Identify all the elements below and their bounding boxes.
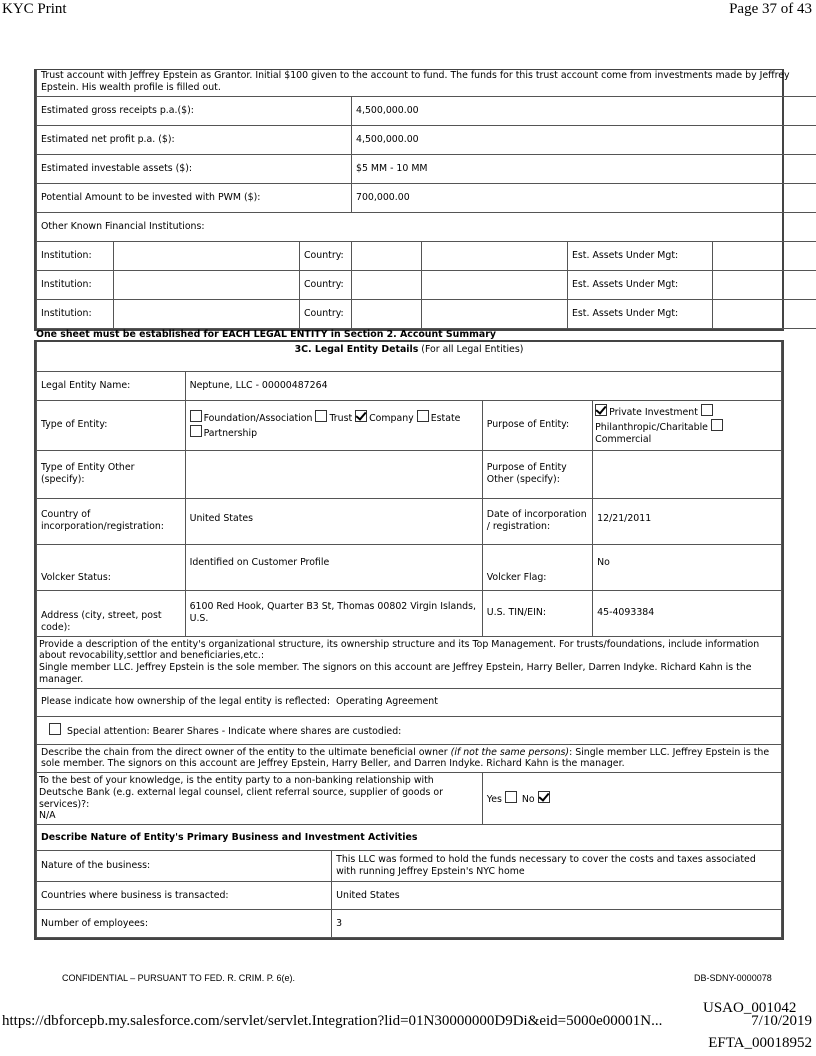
- chain-prompt: Describe the chain from the direct owner of the entity to the ultimate beneficial owner: [41, 746, 448, 758]
- section-subtitle: (For all Legal Entities): [421, 344, 524, 355]
- employees-value: 3: [332, 910, 782, 938]
- yes-label: Yes: [486, 794, 502, 806]
- nonbank-answer: N/A: [39, 810, 56, 822]
- pwm-amount-label: Potential Amount to be invested with PWM ($):: [37, 183, 352, 212]
- no-label: No: [521, 794, 535, 806]
- institution-row: [37, 299, 816, 328]
- investable-assets-label: Estimated investable assets ($):: [37, 154, 352, 183]
- chain-row: Describe the chain from the direct owner of the entity to the ultimate beneficial owner (if not the same persons): Single member LLC. Jeffrey Epstein is the sole member. The signors on this account are Jeffrey Epstein, Harry Beller, and Darren Indyke. Richard Kahn is the manager.: [37, 744, 782, 773]
- assets-label: Est. Assets Under Mgt:: [568, 299, 713, 328]
- address-label: Address (city, street, post code):: [37, 590, 186, 636]
- ownership-prompt: Please indicate how ownership of the legal entity is reflected:: [41, 696, 330, 708]
- option-label: Foundation/Association: [203, 413, 313, 425]
- nonbank-row: [37, 773, 483, 825]
- institution-label: Institution:: [37, 241, 114, 270]
- bearer-shares-label: Special attention: Bearer Shares - Indicate where shares are custodied:: [67, 725, 402, 737]
- checkbox[interactable]: [701, 404, 713, 416]
- option-label: Company: [369, 413, 414, 425]
- volcker-flag-value: No: [593, 544, 782, 590]
- ownership-row: [37, 688, 782, 716]
- assets-label: Est. Assets Under Mgt:: [568, 270, 713, 299]
- pwm-amount-value: 700,000.00: [352, 183, 816, 212]
- checkbox[interactable]: [190, 410, 202, 422]
- entity-name-label: Legal Entity Name:: [37, 371, 186, 400]
- investable-assets-value: $5 MM - 10 MM: [352, 154, 816, 183]
- checkbox[interactable]: [711, 419, 723, 431]
- purpose-other-label: Purpose of Entity Other (specify):: [482, 450, 592, 498]
- country-label: Country:: [300, 299, 352, 328]
- trust-account-note: Trust account with Jeffrey Epstein as Grantor. Initial $100 given to the account to fund. The funds for this trust account come from investments made by Jeffrey Epstein. His wealth profile is filled out.: [37, 70, 816, 96]
- incorporation-date-label: Date of incorporation / registration:: [482, 498, 592, 544]
- section-title: 3C. Legal Entity Details: [294, 344, 419, 355]
- option-label: Private Investment: [609, 406, 698, 418]
- incorporation-date-value: 12/21/2011: [593, 498, 782, 544]
- gross-receipts-value: 4,500,000.00: [352, 96, 816, 125]
- institution-label: Institution:: [37, 299, 114, 328]
- structure-description: [37, 636, 782, 688]
- institution-row: [37, 270, 816, 299]
- business-nature-value: This LLC was formed to hold the funds necessary to cover the costs and taxes associated with running Jeffrey Epstein's NYC home: [332, 851, 782, 882]
- chain-answer: Single member LLC. Jeffrey Epstein is the sole member. The signors on this account are Jeffrey Epstein, Harry Beller, and Darren Indyke. Richard Kahn is the manager.: [41, 746, 770, 770]
- volcker-flag-label: Volcker Flag:: [482, 544, 592, 590]
- bearer-shares-row: [37, 716, 782, 744]
- no-checkbox[interactable]: [538, 791, 550, 803]
- structure-answer: Single member LLC. Jeffrey Epstein is the sole member. The signors on this account are Jeffrey Epstein, Harry Beller, Darren Indyke. Richard Kahn is the manager.: [39, 662, 752, 685]
- assets-label: Est. Assets Under Mgt:: [568, 241, 713, 270]
- gross-receipts-label: Estimated gross receipts p.a.($):: [37, 96, 352, 125]
- yes-checkbox[interactable]: [505, 791, 517, 803]
- bates-number: DB-SDNY-0000078: [694, 973, 772, 983]
- business-nature-label: Nature of the business:: [37, 851, 332, 882]
- print-date: 7/10/2019: [751, 1013, 812, 1029]
- ownership-answer: Operating Agreement: [335, 696, 438, 708]
- volcker-status-value: Identified on Customer Profile: [185, 544, 482, 590]
- entity-type-options: [185, 400, 482, 450]
- nonbank-prompt: To the best of your knowledge, is the entity party to a non-banking relationship with Deutsche Bank (e.g. external legal counsel, client referral source, supplier of goods or services)?:: [39, 775, 443, 810]
- option-label: Philanthropic/Charitable: [595, 421, 708, 433]
- institution-label: Institution:: [37, 270, 114, 299]
- country-label: Country:: [300, 270, 352, 299]
- business-countries-value: United States: [332, 882, 782, 910]
- entity-name-value: Neptune, LLC - 00000487264: [185, 371, 781, 400]
- institution-row: [37, 241, 816, 270]
- other-institutions-label: Other Known Financial Institutions:: [37, 212, 816, 241]
- entity-type-label: Type of Entity:: [37, 400, 186, 450]
- bearer-shares-checkbox[interactable]: [49, 723, 61, 735]
- confidential-notice: CONFIDENTIAL – PURSUANT TO FED. R. CRIM. P. 6(e).: [62, 973, 296, 983]
- type-other-label: Type of Entity Other (specify):: [37, 450, 186, 498]
- country-incorporation-value: United States: [185, 498, 482, 544]
- country-incorporation-label: Country of incorporation/registration:: [37, 498, 186, 544]
- legal-entity-table: [34, 340, 784, 940]
- purpose-options: [593, 400, 782, 450]
- nature-heading: Describe Nature of Entity's Primary Business and Investment Activities: [37, 825, 782, 851]
- net-profit-value: 4,500,000.00: [352, 125, 816, 154]
- checkbox-checked[interactable]: [595, 404, 607, 416]
- financial-info-table: [34, 69, 790, 331]
- section-heading: [37, 342, 782, 371]
- country-label: Country:: [300, 241, 352, 270]
- sheet-note: One sheet must be established for EACH LEGAL ENTITY in Section 2. Account Summary: [36, 329, 496, 340]
- efta-number: EFTA_00018952: [708, 1035, 812, 1051]
- checkbox[interactable]: [417, 410, 429, 422]
- print-title: KYC Print: [2, 1, 67, 17]
- option-label: Commercial: [595, 434, 652, 446]
- checkbox[interactable]: [315, 410, 327, 422]
- employees-label: Number of employees:: [37, 910, 332, 938]
- tin-value: 45-4093384: [593, 590, 782, 636]
- usao-number: USAO_001042: [703, 1000, 797, 1016]
- purpose-label: Purpose of Entity:: [482, 400, 592, 450]
- source-url: https://dbforcepb.my.salesforce.com/servlet/servlet.Integration?lid=01N30000000D9Di&eid=5000e00001N...: [2, 1013, 663, 1029]
- chain-italic: (if not the same persons): [450, 746, 570, 758]
- nonbank-options: [482, 773, 781, 825]
- page-number: Page 37 of 43: [729, 1, 812, 17]
- structure-prompt: Provide a description of the entity's organizational structure, its ownership structure and its Top Management. For trusts/foundations, include information about revocability,settlor and beneficiaries,etc.:: [39, 638, 760, 662]
- checkbox[interactable]: [190, 425, 202, 437]
- option-label: Trust: [329, 413, 353, 425]
- option-label: Partnership: [203, 428, 258, 439]
- business-countries-label: Countries where business is transacted:: [37, 882, 332, 910]
- tin-label: U.S. TIN/EIN:: [482, 590, 592, 636]
- address-value: 6100 Red Hook, Quarter B3 St, Thomas 00802 Virgin Islands, U.S.: [185, 590, 482, 636]
- net-profit-label: Estimated net profit p.a. ($):: [37, 125, 352, 154]
- option-label: Estate: [430, 413, 461, 425]
- volcker-status-label: Volcker Status:: [37, 544, 186, 590]
- checkbox-checked[interactable]: [355, 410, 367, 422]
